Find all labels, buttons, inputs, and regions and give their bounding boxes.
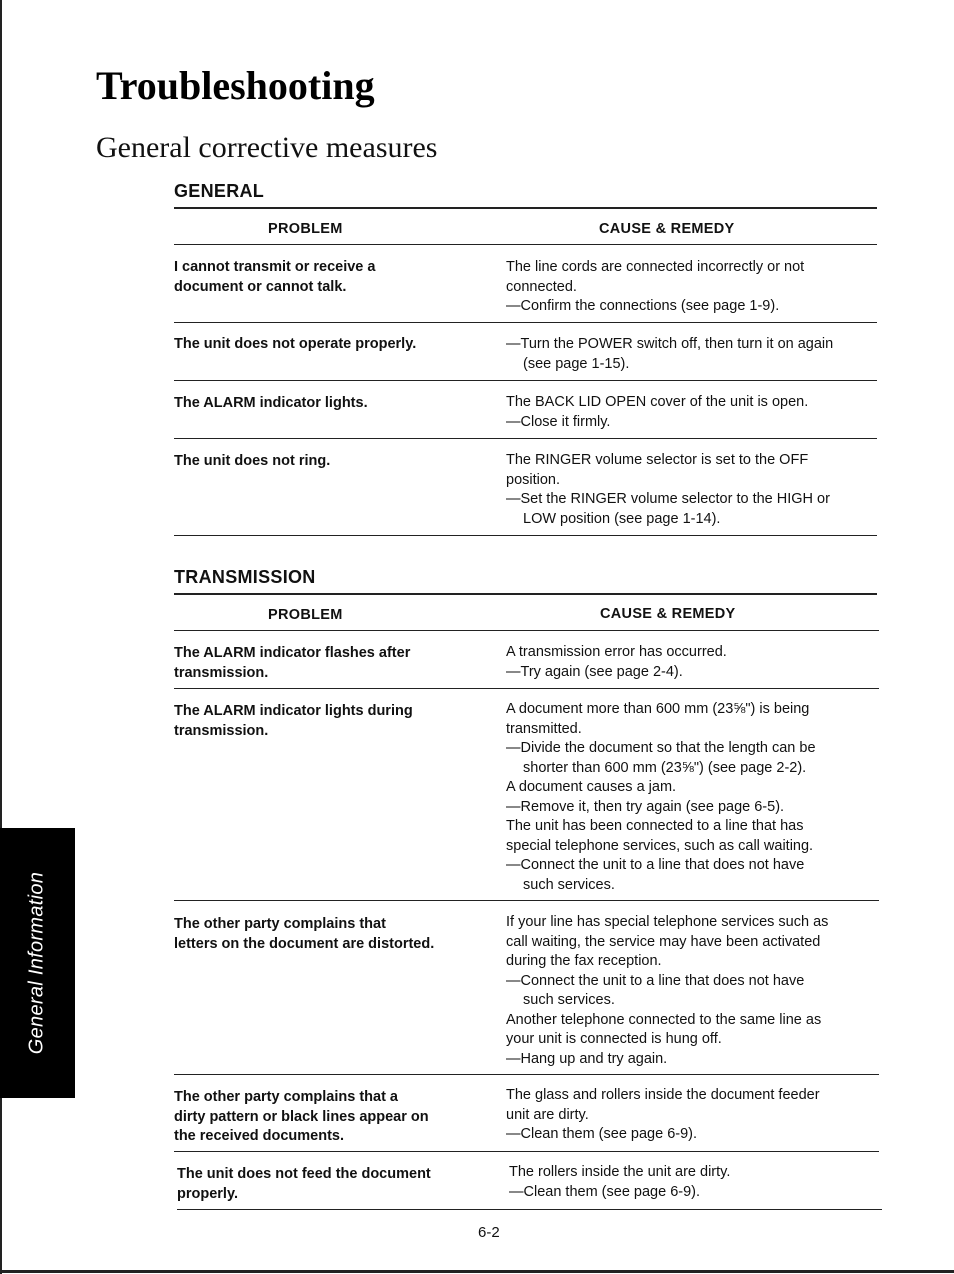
general-row-1-remedy: The line cords are connected incorrectly or not connected. —Confirm the connections (see page 1-9). — [506, 259, 805, 314]
page-title: Troubleshooting — [96, 63, 375, 108]
general-header-rule — [174, 244, 877, 245]
general-row-1-problem: I cannot transmit or receive a document or cannot talk. — [174, 259, 376, 295]
transmission-row-4-remedy: The glass and rollers inside the document feeder unit are dirty. —Clean them (see page 6-9). — [506, 1087, 820, 1142]
transmission-row-3-remedy: If your line has special telephone services such as call waiting, the service may have been activated during the fax reception. —Connect the unit to a line that does not have such services. Another telephone connected to the same line as your unit is connected is hung off. —Hang up and try again. — [506, 914, 829, 1067]
transmission-col-remedy: CAUSE & REMEDY — [600, 606, 736, 622]
transmission-row-5-remedy: The rollers inside the unit are dirty. —Clean them (see page 6-9). — [509, 1164, 731, 1200]
transmission-row-divider — [174, 1074, 879, 1075]
transmission-row-5-problem: The unit does not feed the document properly. — [177, 1166, 431, 1202]
general-col-problem: PROBLEM — [268, 221, 343, 237]
transmission-heading: TRANSMISSION — [174, 567, 316, 587]
transmission-row-3-problem: The other party complains that letters on the document are distorted. — [174, 916, 435, 952]
general-heading: GENERAL — [174, 181, 265, 201]
transmission-row-divider — [174, 900, 879, 901]
transmission-header-rule — [174, 630, 879, 631]
transmission-row-divider — [174, 688, 879, 689]
transmission-row-2-remedy: A document more than 600 mm (23⅝") is being transmitted. —Divide the document so that the length can be shorter than 600 mm (23⅝") (see page 2-2). A document causes a jam. —Remove it, then try again (see page 6-5). The unit has been connected to a line that has special telephone services, such as call waiting. —Connect the unit to a line that does not have such services. — [506, 701, 816, 893]
transmission-table-top-rule — [174, 593, 877, 595]
transmission-row-1-problem: The ALARM indicator flashes after transmission. — [174, 645, 411, 681]
general-row-divider — [174, 322, 877, 323]
general-row-4-problem: The unit does not ring. — [174, 453, 331, 469]
side-tab-label: General Information — [25, 871, 48, 1055]
transmission-row-4-problem: The other party complains that a dirty pattern or black lines appear on the received documents. — [174, 1089, 429, 1144]
general-row-3-remedy: The BACK LID OPEN cover of the unit is open. —Close it firmly. — [506, 394, 809, 430]
general-row-divider — [174, 438, 877, 439]
transmission-row-divider — [174, 1151, 879, 1152]
general-col-remedy: CAUSE & REMEDY — [599, 221, 735, 237]
transmission-col-problem: PROBLEM — [268, 607, 343, 623]
general-table-bottom-rule — [174, 535, 877, 536]
transmission-row-2-problem: The ALARM indicator lights during transmission. — [174, 703, 413, 739]
general-row-2-problem: The unit does not operate properly. — [174, 336, 417, 352]
page-number: 6-2 — [478, 1224, 500, 1241]
transmission-row-1-remedy: A transmission error has occurred. —Try again (see page 2-4). — [506, 644, 727, 680]
side-tab — [0, 828, 75, 1098]
section-title: General corrective measures — [96, 131, 438, 164]
general-row-3-problem: The ALARM indicator lights. — [174, 395, 368, 411]
page-border-bottom — [0, 1270, 954, 1273]
transmission-table-bottom-rule — [177, 1209, 882, 1210]
general-row-4-remedy: The RINGER volume selector is set to the OFF position. —Set the RINGER volume selector to the HIGH or LOW position (see page 1-14). — [506, 452, 830, 527]
general-row-2-remedy: —Turn the POWER switch off, then turn it on again (see page 1-15). — [506, 336, 834, 372]
general-row-divider — [174, 380, 877, 381]
general-table-top-rule — [174, 207, 877, 209]
